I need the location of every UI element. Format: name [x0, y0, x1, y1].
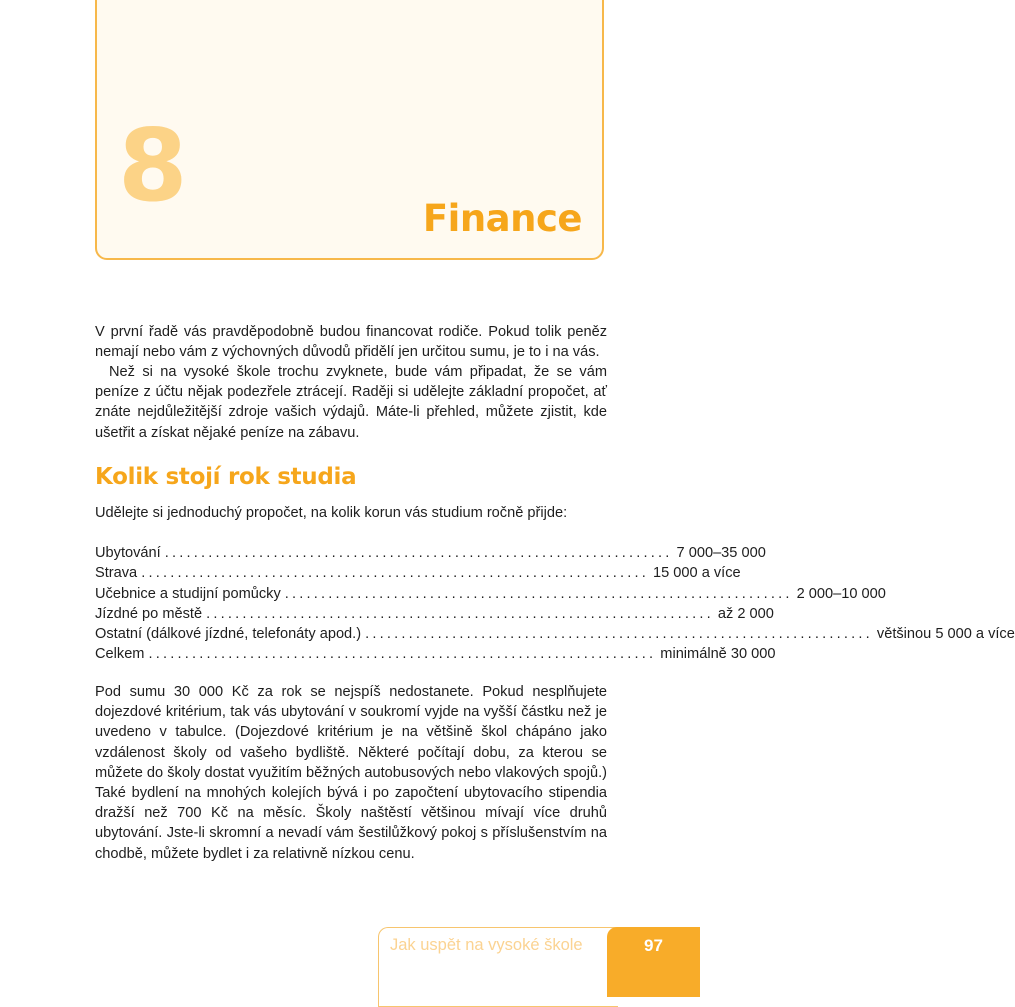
intro-paragraph-2: Než si na vysoké škole trochu zvyknete, bude vám připadat, že se vám peníze z účtu nějak podezřele ztrácejí. Raději si udělejte základní propočet, ať znáte nejdůležitější zdroje vašich výdajů. Máte-li přehled, můžete zjistit, kde ušetřit a získat nějaké peníze na zábavu. — [95, 364, 607, 441]
intro-paragraph-1: V první řadě vás pravděpodobně budou financovat rodiče. Pokud tolik peněz nemají nebo vám z výchovných důvodů přidělí jen určitou sumu, je to i na vás. — [95, 324, 607, 361]
cost-list — [95, 543, 1015, 665]
cost-label: Jízdné po městě — [95, 605, 203, 622]
leader-dots: ...................................................................... — [141, 565, 650, 582]
closing-paragraph: Pod sumu 30 000 Kč za rok se nejspíš nedostanete. Pokud nesplňujete dojezdové kritérium, tak vás ubytování v soukromí vyjde na vyšší částku než je uvedeno v tabulce. (Dojezdové kritérium je na většině škol chápáno jako vzdálenost školy od vašeho bydliště. Některé počítají dobu, za kterou se můžete do školy dostat využitím běžných autobusových nebo vlakových spojů.) Také bydlení na mnohých kolejích bývá i po započtení ubytovacího stipendia dražší než 700 Kč na měsíc. Školy naštěstí většinou mívají více druhů ubytování. Jste-li skromní a nevadí vám šestilůžkový pokoj s příslušenstvím na chodbě, můžete bydlet i za relativně nízkou cenu. — [95, 684, 607, 862]
cost-value: 7 000–35 000 — [676, 545, 766, 561]
section-intro: Udělejte si jednoduchý propočet, na kolik korun vás studium ročně přijde: — [95, 505, 568, 521]
cost-row-strava — [95, 563, 741, 583]
leader-dots: ...................................................................... — [148, 646, 657, 663]
cost-label: Strava — [95, 565, 138, 582]
cost-row-jizdne — [95, 604, 774, 624]
cost-value: až 2 000 — [717, 605, 774, 622]
cost-label: Ubytování — [95, 545, 161, 561]
cost-value: 2 000–10 000 — [796, 585, 886, 602]
cost-row-ubytovani — [95, 543, 766, 563]
leader-dots: ...................................................................... — [284, 585, 793, 602]
cost-value: minimálně 30 000 — [660, 646, 776, 663]
page-number-box — [607, 927, 700, 997]
chapter-title: Finance — [422, 197, 582, 240]
cost-row-ucebnice — [95, 584, 886, 604]
page-number: 97 — [644, 936, 663, 955]
cost-row-celkem — [95, 644, 776, 664]
cost-label: Ostatní (dálkové jízdné, telefonáty apod.) — [95, 626, 362, 643]
cost-value: 15 000 a více — [653, 565, 741, 582]
footer-book-title: Jak uspět na vysoké škole — [390, 936, 583, 954]
cost-value: většinou 5 000 a více — [876, 626, 1015, 643]
cost-row-ostatni — [95, 624, 1015, 644]
chapter-number: 8 — [118, 107, 186, 224]
cost-label: Celkem — [95, 646, 145, 663]
leader-dots: ...................................................................... — [365, 626, 873, 643]
section-heading: Kolik stojí rok studia — [95, 464, 357, 490]
cost-label: Učebnice a studijní pomůcky — [95, 585, 281, 602]
leader-dots: ...................................................................... — [164, 545, 673, 561]
leader-dots: ...................................................................... — [206, 605, 714, 622]
